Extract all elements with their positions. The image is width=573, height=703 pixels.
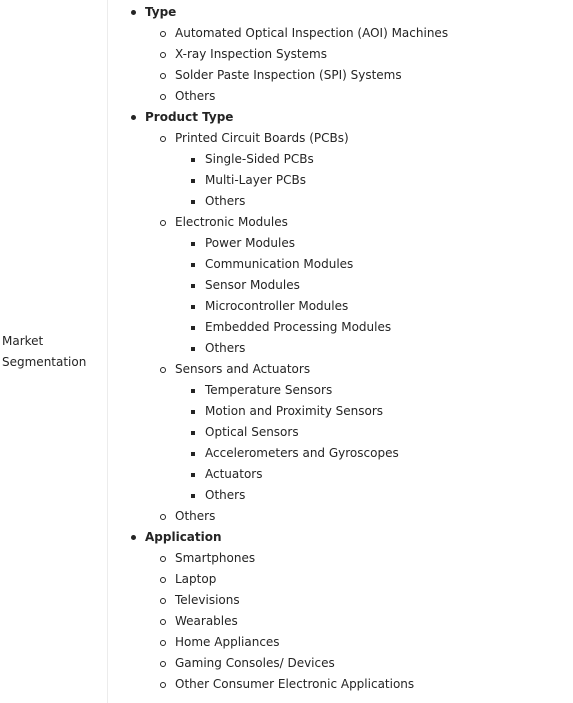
circle-bullet-icon	[160, 220, 166, 226]
segmentation-label-cell	[0, 0, 108, 703]
subcategory-item	[108, 590, 573, 611]
sub-subcategory-item	[108, 380, 573, 401]
subcategory-item	[108, 359, 573, 380]
circle-bullet-icon	[160, 640, 166, 646]
square-bullet-icon	[191, 473, 195, 477]
list-item-text: Communication Modules	[205, 257, 354, 271]
list-item-text: Type	[145, 5, 177, 19]
list-item-text: Televisions	[175, 593, 240, 607]
sub-subcategory-item	[108, 296, 573, 317]
category-heading	[108, 107, 573, 128]
circle-bullet-icon	[160, 682, 166, 688]
circle-bullet-icon	[160, 556, 166, 562]
list-item-text: Accelerometers and Gyroscopes	[205, 446, 399, 460]
subcategory-item	[108, 506, 573, 527]
circle-bullet-icon	[160, 577, 166, 583]
square-bullet-icon	[191, 242, 195, 246]
disc-bullet-icon	[131, 10, 136, 15]
subcategory-item	[108, 674, 573, 695]
subcategory-item	[108, 569, 573, 590]
list-item-text: Microcontroller Modules	[205, 299, 349, 313]
list-item-text: Automated Optical Inspection (AOI) Machines	[175, 26, 449, 40]
disc-bullet-icon	[131, 535, 136, 540]
square-bullet-icon	[191, 158, 195, 162]
square-bullet-icon	[191, 452, 195, 456]
list-item-text: Gaming Consoles/ Devices	[175, 656, 335, 670]
list-item-text: Product Type	[145, 110, 234, 124]
square-bullet-icon	[191, 179, 195, 183]
circle-bullet-icon	[160, 598, 166, 604]
list-item-text: Others	[205, 194, 246, 208]
list-item-text: Single-Sided PCBs	[205, 152, 314, 166]
square-bullet-icon	[191, 389, 195, 393]
subcategory-item	[108, 632, 573, 653]
list-item-text: Printed Circuit Boards (PCBs)	[175, 131, 349, 145]
circle-bullet-icon	[160, 514, 166, 520]
segmentation-list	[108, 0, 573, 703]
list-item-text: Smartphones	[175, 551, 256, 565]
list-item-text: Others	[205, 488, 246, 502]
list-item-text: Others	[175, 89, 216, 103]
list-item-text: Others	[205, 341, 246, 355]
circle-bullet-icon	[160, 367, 166, 373]
list-item-text: Multi-Layer PCBs	[205, 173, 307, 187]
subcategory-item	[108, 212, 573, 233]
square-bullet-icon	[191, 200, 195, 204]
subcategory-item	[108, 128, 573, 149]
list-item-text: Electronic Modules	[175, 215, 288, 229]
list-item-text: Application	[145, 530, 222, 544]
sub-subcategory-item	[108, 254, 573, 275]
disc-bullet-icon	[131, 115, 136, 120]
subcategory-item	[108, 65, 573, 86]
circle-bullet-icon	[160, 619, 166, 625]
sub-subcategory-item	[108, 317, 573, 338]
circle-bullet-icon	[160, 136, 166, 142]
list-item-text: Laptop	[175, 572, 217, 586]
sub-subcategory-item	[108, 233, 573, 254]
list-item-text: Others	[175, 509, 216, 523]
circle-bullet-icon	[160, 31, 166, 37]
segmentation-label: Market Segmentation	[2, 333, 87, 369]
category-heading	[108, 2, 573, 23]
square-bullet-icon	[191, 347, 195, 351]
subcategory-item	[108, 548, 573, 569]
list-item-text: Power Modules	[205, 236, 295, 250]
subcategory-item	[108, 44, 573, 65]
sub-subcategory-item	[108, 401, 573, 422]
square-bullet-icon	[191, 431, 195, 435]
sub-subcategory-item	[108, 275, 573, 296]
category-heading	[108, 527, 573, 548]
circle-bullet-icon	[160, 52, 166, 58]
subcategory-item	[108, 23, 573, 44]
sub-subcategory-item	[108, 338, 573, 359]
sub-subcategory-item	[108, 485, 573, 506]
list-item-text: Home Appliances	[175, 635, 280, 649]
list-item-text: Solder Paste Inspection (SPI) Systems	[175, 68, 402, 82]
sub-subcategory-item	[108, 464, 573, 485]
sub-subcategory-item	[108, 191, 573, 212]
subcategory-item	[108, 86, 573, 107]
square-bullet-icon	[191, 284, 195, 288]
circle-bullet-icon	[160, 94, 166, 100]
sub-subcategory-item	[108, 443, 573, 464]
list-item-text: Sensor Modules	[205, 278, 300, 292]
list-item-text: Wearables	[175, 614, 238, 628]
subcategory-item	[108, 611, 573, 632]
square-bullet-icon	[191, 410, 195, 414]
sub-subcategory-item	[108, 149, 573, 170]
circle-bullet-icon	[160, 73, 166, 79]
list-item-text: Other Consumer Electronic Applications	[175, 677, 415, 691]
list-item-text: Temperature Sensors	[205, 383, 333, 397]
list-item-text: X-ray Inspection Systems	[175, 47, 327, 61]
sub-subcategory-item	[108, 422, 573, 443]
list-item-text: Optical Sensors	[205, 425, 299, 439]
square-bullet-icon	[191, 305, 195, 309]
sub-subcategory-item	[108, 170, 573, 191]
list-item-text: Actuators	[205, 467, 263, 481]
circle-bullet-icon	[160, 661, 166, 667]
square-bullet-icon	[191, 263, 195, 267]
square-bullet-icon	[191, 326, 195, 330]
square-bullet-icon	[191, 494, 195, 498]
list-item-text: Sensors and Actuators	[175, 362, 311, 376]
list-item-text: Motion and Proximity Sensors	[205, 404, 384, 418]
subcategory-item	[108, 653, 573, 674]
list-item-text: Embedded Processing Modules	[205, 320, 392, 334]
